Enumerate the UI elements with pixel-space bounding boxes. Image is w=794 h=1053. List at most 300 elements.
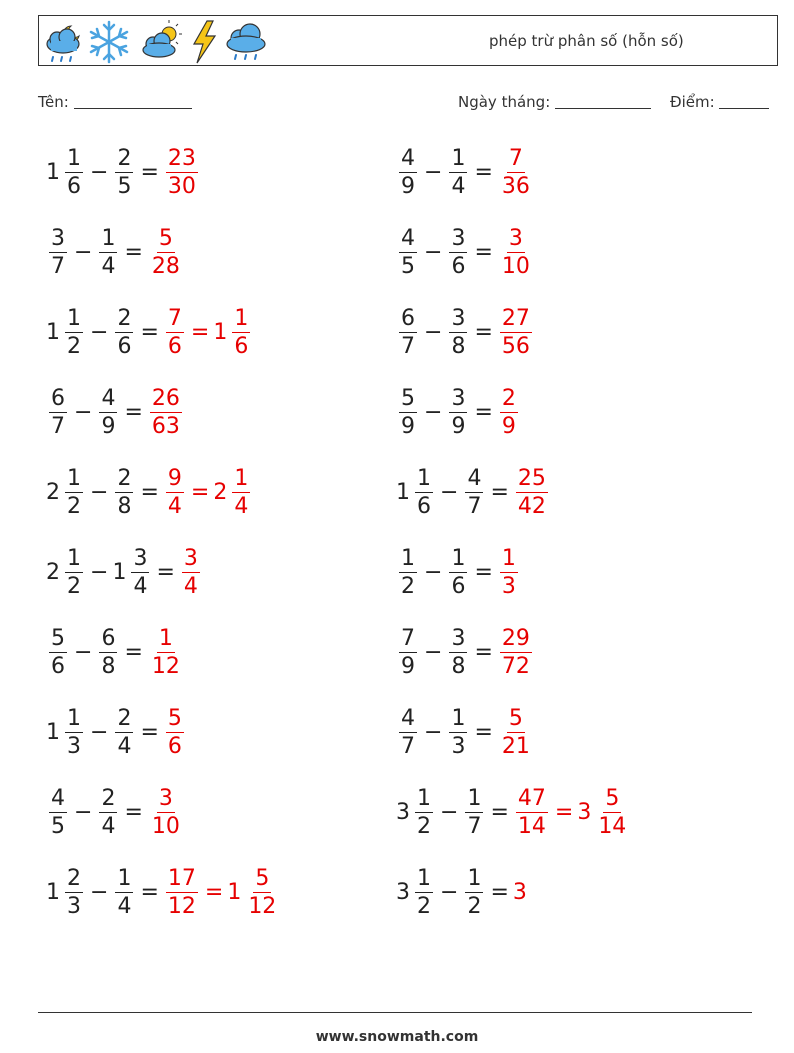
problem-item — [396, 702, 535, 762]
second-fraction — [115, 305, 133, 360]
worksheet-title: phép trừ phân số (hỗn số) — [489, 32, 684, 50]
second-fraction — [449, 705, 467, 760]
denominator: 7 — [467, 493, 482, 519]
numerator: 3 — [508, 225, 523, 251]
denominator: 9 — [101, 413, 116, 439]
denominator: 10 — [151, 813, 180, 839]
second-whole: 1 — [112, 559, 127, 585]
denominator: 5 — [401, 253, 415, 279]
problem-item — [46, 222, 185, 282]
second-fraction — [449, 625, 467, 680]
minus-sign: − — [74, 399, 93, 425]
first-fraction — [399, 545, 417, 600]
minus-sign: − — [90, 879, 109, 905]
minus-sign: − — [90, 559, 109, 585]
minus-sign: − — [424, 639, 443, 665]
answer — [497, 705, 535, 760]
numerator: 47 — [517, 785, 546, 811]
numerator: 2 — [117, 305, 132, 331]
minus-sign: − — [90, 319, 109, 345]
denominator: 7 — [401, 333, 415, 359]
numerator: 3 — [451, 385, 466, 411]
minus-sign: − — [440, 879, 459, 905]
numerator: 1 — [417, 865, 431, 891]
name-line — [74, 108, 192, 109]
equals-sign: = — [474, 639, 493, 665]
numerator: 1 — [451, 705, 466, 731]
answer-fraction — [500, 225, 532, 280]
numerator: 3 — [451, 225, 466, 251]
first-fraction — [399, 145, 417, 200]
second-fraction — [465, 785, 483, 840]
second-fraction — [99, 225, 117, 280]
denominator: 4 — [234, 493, 249, 519]
score-line — [719, 108, 769, 109]
answer — [513, 880, 529, 905]
second-fraction — [449, 385, 467, 440]
problem-item — [396, 302, 535, 362]
denominator: 42 — [517, 493, 546, 519]
score-field — [670, 93, 769, 111]
numerator: 1 — [101, 225, 116, 251]
first-whole: 1 — [46, 719, 60, 745]
numerator: 5 — [508, 705, 523, 731]
denominator: 3 — [67, 893, 81, 919]
numerator: 5 — [255, 865, 270, 891]
answer-fraction — [166, 145, 198, 200]
answer — [497, 145, 535, 200]
answer-fraction — [516, 785, 548, 840]
answer — [497, 305, 535, 360]
second-fraction — [115, 145, 133, 200]
denominator: 2 — [67, 493, 81, 519]
denominator: 3 — [67, 733, 81, 759]
equals-sign: = — [554, 799, 574, 825]
numerator: 1 — [234, 465, 249, 491]
numerator: 2 — [117, 145, 132, 171]
second-fraction — [449, 545, 467, 600]
problem-item — [46, 702, 187, 762]
name-field — [38, 93, 192, 111]
minus-sign: − — [424, 159, 443, 185]
equals-sign: = — [474, 559, 493, 585]
answer — [163, 145, 201, 200]
numerator: 2 — [117, 465, 132, 491]
numerator: 5 — [51, 625, 65, 651]
numerator: 6 — [401, 305, 415, 331]
problem-item — [46, 142, 201, 202]
equals-sign: = — [204, 879, 224, 905]
score-label: Điểm: — [670, 93, 715, 111]
numerator: 3 — [133, 545, 148, 571]
numerator: 7 — [167, 305, 182, 331]
denominator: 56 — [501, 333, 530, 359]
numerator: 2 — [67, 865, 81, 891]
numerator: 1 — [158, 625, 173, 651]
numerator: 1 — [67, 705, 81, 731]
numerator: 17 — [167, 865, 196, 891]
denominator: 6 — [67, 173, 81, 199]
denominator: 28 — [151, 253, 180, 279]
denominator: 9 — [451, 413, 466, 439]
equals-sign: = — [190, 479, 210, 505]
equals-sign: = — [124, 639, 143, 665]
first-fraction — [399, 705, 417, 760]
second-fraction — [99, 625, 117, 680]
problem-item — [46, 862, 281, 922]
denominator: 5 — [51, 813, 65, 839]
equals-sign: = — [474, 319, 493, 345]
answer — [497, 545, 521, 600]
second-fraction — [99, 785, 117, 840]
numerator: 29 — [501, 625, 530, 651]
equals-sign: = — [156, 559, 175, 585]
first-whole: 3 — [396, 879, 410, 905]
numerator: 3 — [183, 545, 198, 571]
minus-sign: − — [440, 799, 459, 825]
numerator: 2 — [117, 705, 132, 731]
footer-divider — [38, 1012, 752, 1013]
first-fraction — [415, 465, 433, 520]
numerator: 1 — [467, 785, 482, 811]
answer-fraction — [500, 385, 518, 440]
first-fraction — [399, 305, 417, 360]
numerator: 1 — [501, 545, 516, 571]
answer-fraction — [500, 545, 518, 600]
problem-item — [46, 622, 185, 682]
first-whole: 2 — [46, 559, 60, 585]
second-fraction — [465, 465, 483, 520]
denominator: 6 — [417, 493, 431, 519]
minus-sign: − — [424, 239, 443, 265]
first-fraction — [415, 865, 433, 920]
first-fraction — [49, 785, 67, 840]
first-fraction — [49, 385, 67, 440]
answer-mixed-number — [213, 465, 253, 520]
first-fraction — [65, 465, 83, 520]
second-fraction — [115, 865, 133, 920]
answer — [513, 465, 551, 520]
answer — [513, 785, 631, 840]
first-whole: 2 — [46, 479, 60, 505]
numerator: 1 — [417, 465, 431, 491]
mixed-fraction — [246, 865, 278, 920]
first-whole: 1 — [396, 479, 410, 505]
problem-item — [396, 622, 535, 682]
numerator: 4 — [51, 785, 65, 811]
denominator: 6 — [117, 333, 132, 359]
answer — [163, 865, 281, 920]
second-fraction — [449, 305, 467, 360]
denominator: 4 — [167, 493, 182, 519]
minus-sign: − — [74, 639, 93, 665]
numerator: 4 — [467, 465, 482, 491]
denominator: 7 — [401, 733, 415, 759]
answer-mixed-number — [227, 865, 281, 920]
second-fraction — [131, 545, 149, 600]
equals-sign: = — [124, 399, 143, 425]
answer — [179, 545, 203, 600]
minus-sign: − — [74, 799, 93, 825]
numerator: 23 — [167, 145, 196, 171]
denominator: 4 — [183, 573, 198, 599]
numerator: 3 — [451, 305, 466, 331]
first-fraction — [399, 385, 417, 440]
answer-mixed-number — [577, 785, 631, 840]
minus-sign: − — [90, 479, 109, 505]
numerator: 7 — [401, 625, 415, 651]
mixed-fraction — [596, 785, 628, 840]
denominator: 2 — [417, 813, 431, 839]
numerator: 1 — [234, 305, 249, 331]
numerator: 2 — [101, 785, 116, 811]
denominator: 9 — [401, 413, 415, 439]
denominator: 12 — [248, 893, 277, 919]
denominator: 4 — [117, 893, 132, 919]
mixed-whole: 1 — [213, 319, 228, 345]
cloud-sun-icon — [139, 20, 183, 64]
problem-item — [46, 542, 203, 602]
numerator: 7 — [508, 145, 523, 171]
answer — [497, 625, 535, 680]
denominator: 8 — [101, 653, 116, 679]
numerator: 4 — [101, 385, 116, 411]
numerator: 1 — [67, 305, 81, 331]
answer-fraction — [150, 625, 182, 680]
minus-sign: − — [74, 239, 93, 265]
minus-sign: − — [424, 319, 443, 345]
numerator: 3 — [158, 785, 173, 811]
denominator: 14 — [598, 813, 627, 839]
answer-fraction — [150, 385, 182, 440]
denominator: 36 — [501, 173, 530, 199]
answer-fraction — [182, 545, 200, 600]
answer-fraction — [166, 465, 184, 520]
numerator: 25 — [517, 465, 546, 491]
denominator: 12 — [167, 893, 196, 919]
denominator: 6 — [167, 333, 182, 359]
denominator: 2 — [417, 893, 431, 919]
mixed-fraction — [232, 465, 250, 520]
denominator: 10 — [501, 253, 530, 279]
first-fraction — [65, 865, 83, 920]
denominator: 7 — [51, 253, 65, 279]
equals-sign: = — [490, 879, 509, 905]
equals-sign: = — [140, 879, 159, 905]
denominator: 9 — [501, 413, 516, 439]
denominator: 3 — [451, 733, 466, 759]
second-fraction — [449, 145, 467, 200]
denominator: 6 — [167, 733, 182, 759]
answer-fraction — [500, 705, 532, 760]
header-box — [38, 15, 778, 66]
rain-cloud-icon — [223, 20, 269, 64]
problem-item — [46, 382, 185, 442]
denominator: 6 — [451, 253, 466, 279]
denominator: 12 — [151, 653, 180, 679]
answer — [147, 385, 185, 440]
second-fraction — [449, 225, 467, 280]
date-label: Ngày tháng: — [458, 93, 551, 111]
numerator: 1 — [467, 865, 482, 891]
answer-whole: 3 — [512, 879, 527, 905]
answer — [163, 705, 187, 760]
numerator: 1 — [67, 545, 81, 571]
first-fraction — [65, 705, 83, 760]
denominator: 7 — [467, 813, 482, 839]
second-fraction — [115, 705, 133, 760]
denominator: 2 — [67, 573, 81, 599]
problem-item — [46, 302, 253, 362]
denominator: 6 — [451, 573, 466, 599]
answer — [147, 625, 185, 680]
numerator: 26 — [151, 385, 180, 411]
name-label: Tên: — [38, 93, 69, 111]
equals-sign: = — [474, 159, 493, 185]
denominator: 8 — [451, 333, 466, 359]
equals-sign: = — [490, 799, 509, 825]
second-fraction — [115, 465, 133, 520]
denominator: 7 — [51, 413, 65, 439]
mixed-fraction — [232, 305, 250, 360]
answer-fraction — [500, 625, 532, 680]
minus-sign: − — [424, 719, 443, 745]
answer-fraction — [500, 145, 532, 200]
problem-item — [396, 542, 521, 602]
second-fraction — [465, 865, 483, 920]
denominator: 6 — [51, 653, 65, 679]
denominator: 2 — [467, 893, 482, 919]
mixed-whole: 1 — [227, 879, 242, 905]
equals-sign: = — [474, 719, 493, 745]
first-fraction — [415, 785, 433, 840]
numerator: 5 — [167, 705, 182, 731]
snowflake-icon — [87, 20, 131, 64]
numerator: 1 — [67, 145, 81, 171]
first-fraction — [65, 545, 83, 600]
first-fraction — [399, 625, 417, 680]
numerator: 4 — [401, 145, 415, 171]
problem-item — [396, 862, 529, 922]
numerator: 1 — [451, 145, 466, 171]
equals-sign: = — [124, 799, 143, 825]
lightning-icon — [189, 20, 219, 64]
equals-sign: = — [140, 479, 159, 505]
problem-item — [46, 782, 185, 842]
denominator: 30 — [167, 173, 196, 199]
numerator: 6 — [101, 625, 116, 651]
denominator: 5 — [117, 173, 132, 199]
first-fraction — [49, 225, 67, 280]
numerator: 9 — [167, 465, 182, 491]
first-fraction — [65, 145, 83, 200]
problem-item — [396, 462, 551, 522]
problem-item — [396, 782, 631, 842]
first-whole: 1 — [46, 879, 60, 905]
mixed-whole: 2 — [213, 479, 228, 505]
equals-sign: = — [140, 319, 159, 345]
numerator: 4 — [401, 705, 415, 731]
denominator: 9 — [401, 653, 415, 679]
equals-sign: = — [490, 479, 509, 505]
denominator: 4 — [101, 253, 116, 279]
denominator: 8 — [451, 653, 466, 679]
numerator: 1 — [67, 465, 81, 491]
cloud-moon-rain-icon — [43, 20, 87, 64]
numerator: 4 — [401, 225, 415, 251]
equals-sign: = — [140, 719, 159, 745]
answer-fraction — [516, 465, 548, 520]
problem-item — [396, 382, 521, 442]
answer — [147, 785, 185, 840]
first-whole: 1 — [46, 159, 60, 185]
date-line — [555, 108, 651, 109]
numerator: 5 — [158, 225, 173, 251]
numerator: 1 — [401, 545, 415, 571]
first-whole: 3 — [396, 799, 410, 825]
first-fraction — [399, 225, 417, 280]
problem-item — [396, 142, 535, 202]
answer-fraction — [150, 225, 182, 280]
numerator: 1 — [417, 785, 431, 811]
denominator: 4 — [133, 573, 148, 599]
answer — [497, 225, 535, 280]
denominator: 3 — [501, 573, 516, 599]
numerator: 3 — [451, 625, 466, 651]
first-whole: 1 — [46, 319, 60, 345]
mixed-whole: 3 — [577, 799, 592, 825]
second-fraction — [99, 385, 117, 440]
denominator: 9 — [401, 173, 415, 199]
equals-sign: = — [190, 319, 210, 345]
numerator: 27 — [501, 305, 530, 331]
equals-sign: = — [474, 239, 493, 265]
answer — [163, 305, 253, 360]
first-fraction — [49, 625, 67, 680]
equals-sign: = — [474, 399, 493, 425]
problem-item — [46, 462, 253, 522]
answer — [497, 385, 521, 440]
problem-item — [396, 222, 535, 282]
denominator: 6 — [234, 333, 249, 359]
denominator: 4 — [451, 173, 466, 199]
numerator: 5 — [401, 385, 415, 411]
minus-sign: − — [440, 479, 459, 505]
answer-fraction — [150, 785, 182, 840]
denominator: 63 — [151, 413, 180, 439]
numerator: 6 — [51, 385, 65, 411]
denominator: 4 — [101, 813, 116, 839]
numerator: 1 — [451, 545, 466, 571]
minus-sign: − — [424, 399, 443, 425]
denominator: 4 — [117, 733, 132, 759]
equals-sign: = — [140, 159, 159, 185]
denominator: 2 — [401, 573, 415, 599]
answer-fraction — [166, 305, 184, 360]
minus-sign: − — [424, 559, 443, 585]
minus-sign: − — [90, 159, 109, 185]
numerator: 3 — [51, 225, 65, 251]
footer-url: www.snowmath.com — [315, 1029, 479, 1045]
denominator: 8 — [117, 493, 132, 519]
answer-mixed-number — [213, 305, 253, 360]
equals-sign: = — [124, 239, 143, 265]
denominator: 21 — [501, 733, 530, 759]
numerator: 1 — [117, 865, 132, 891]
answer-fraction — [166, 705, 184, 760]
numerator: 5 — [605, 785, 620, 811]
numerator: 2 — [501, 385, 516, 411]
